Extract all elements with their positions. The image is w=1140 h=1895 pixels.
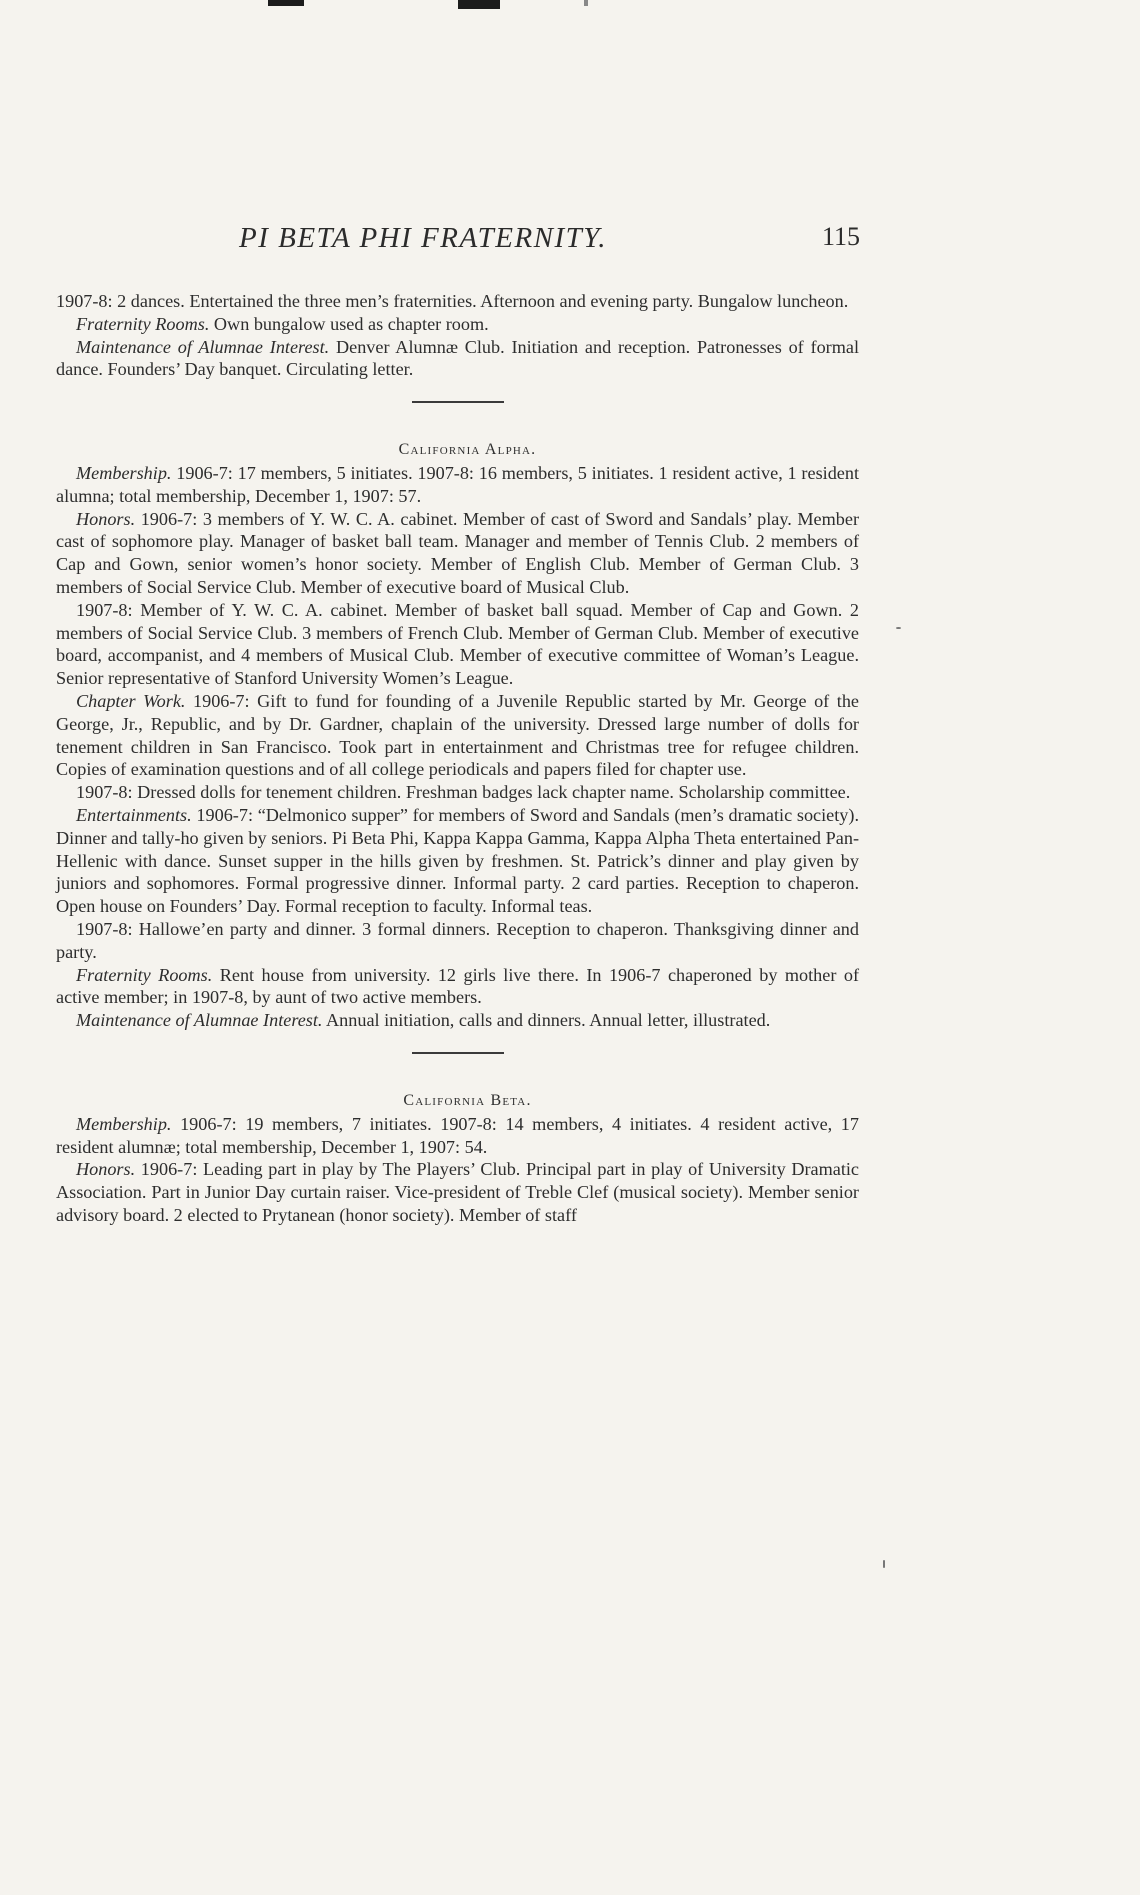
- paragraph-text: 1906-7: 19 members, 7 initiates. 1907-8: 14 members, 4 initiates. 4 resident active, 17 resident alumnæ; total membership, December 1, 1907: 54.: [56, 1113, 859, 1157]
- chapter-work-paragraph-1907-8: 1907-8: Dressed dolls for tenement children. Freshman badges lack chapter name. Scholarship committee.: [76, 782, 851, 803]
- entry-label: Membership.: [76, 1113, 172, 1134]
- chapter-work-paragraph: [56, 690, 859, 781]
- paragraph-text: 1906-7: 17 members, 5 initiates. 1907-8: 16 members, 5 initiates. 1 resident active, 1 resident alumna; total membership, December 1, 1907: 57.: [56, 462, 860, 506]
- entry-label: Maintenance of Alumnae Interest.: [76, 1010, 323, 1031]
- honors-paragraph: [56, 1158, 859, 1226]
- page-body: [56, 290, 859, 1227]
- fraternity-rooms-paragraph: [56, 964, 859, 1010]
- honors-paragraph-1907-8: 1907-8: Member of Y. W. C. A. cabinet. Member of basket ball squad. Member of Cap and Gown. 2 members of Social Service Club. 3 members of French Club. Member of German Club. Member of executive board, accompanist, and 4 members of Musical Club. Member of executive committee of Woman’s League. Senior representative of Stanford University Women’s League.: [56, 599, 859, 689]
- entry-label: Maintenance of Alumnae Interest.: [76, 336, 330, 357]
- intro-paragraph: [56, 290, 859, 313]
- entry-label: Chapter Work.: [76, 690, 186, 711]
- paragraph-text: Rent house from university. 12 girls live there. In 1906-7 chaperoned by mother of active member; in 1907-8, by aunt of two active members.: [56, 964, 859, 1008]
- membership-paragraph: [56, 1113, 859, 1159]
- entry-label: Honors.: [76, 508, 136, 529]
- section-divider: [412, 401, 504, 403]
- entry-label: Fraternity Rooms.: [76, 313, 210, 334]
- entry-label: Honors.: [76, 1159, 136, 1180]
- entry-label: Fraternity Rooms.: [76, 964, 213, 985]
- honors-paragraph: [56, 508, 859, 599]
- section-heading-california-beta: California Beta.: [403, 1091, 532, 1109]
- paragraph-text: 1906-7: 3 members of Y. W. C. A. cabinet. Member of cast of Sword and Sandals’ play. Member cast of sophomore play. Manager of basket ball team. Manager and member of Tennis Club. 2 members of Cap and Gown, senior women’s honor society. Member of English Club. Member of German Club. 3 members of Social Service Club. Member of executive board of Musical Club.: [56, 508, 860, 597]
- paragraph-text: 1906-7: Gift to fund for founding of a Juvenile Republic started by Mr. George of the George, Jr., Republic, and by Dr. Gardner, chaplain of the university. Dressed large number of dolls for tenement children in San Francisco. Took part in entertainment and Christmas tree for refugee children. Copies of examination questions and of all college periodicals and papers filed for chapter use.: [56, 690, 859, 780]
- alumnae-interest-paragraph: [56, 1009, 859, 1032]
- scan-artifact: [584, 0, 588, 6]
- paragraph-text: 1906-7: Leading part in play by The Players’ Club. Principal part in play of University Dramatic Association. Part in Junior Day curtain raiser. Vice-president of Treble Clef (musical society). Member senior advisory board. 2 elected to Prytanean (honor society). Member of staff: [56, 1159, 859, 1225]
- intro-paragraph: [56, 313, 859, 336]
- paragraph-text: 1906-7: “Delmonico supper” for members of Sword and Sandals (men’s dramatic society). Dinner and tally-ho given by seniors. Pi Beta Phi, Kappa Kappa Gamma, Kappa Alpha Theta entertained Pan-Hellenic with dance. Sunset supper in the hills given by freshmen. St. Patrick’s dinner and play given by juniors and sophomores. Formal progressive dinner. Informal party. 2 card parties. Reception to chaperon. Open house on Founders’ Day. Formal reception to faculty. Informal teas.: [56, 804, 860, 917]
- membership-paragraph: [56, 462, 859, 508]
- section-heading-california-alpha: California Alpha.: [398, 441, 537, 459]
- intro-paragraph: [56, 336, 859, 382]
- running-header: [56, 222, 860, 262]
- section-divider: [412, 1052, 504, 1054]
- entertainments-paragraph: [56, 804, 859, 918]
- paragraph-text: 2 dances. Entertained the three men’s fraternities. Afternoon and evening party. Bungalow luncheon.: [117, 291, 849, 311]
- paragraph-text: Denver Alumnæ Club. Initiation and reception. Patronesses of formal dance. Founders’ Day banquet. Circulating letter.: [56, 336, 860, 380]
- year-label: 1907-8:: [56, 291, 113, 311]
- entertainments-paragraph-1907-8: 1907-8: Hallowe’en party and dinner. 3 formal dinners. Reception to chaperon. Thanksgiving dinner and party.: [56, 918, 859, 962]
- paragraph-text: Annual initiation, calls and dinners. Annual letter, illustrated.: [326, 1010, 771, 1031]
- scan-speck: [883, 1560, 885, 1568]
- scan-speck: [896, 627, 901, 629]
- paragraph-text: Own bungalow used as chapter room.: [213, 313, 489, 334]
- scan-artifact: [458, 0, 500, 9]
- entry-label: Entertainments.: [76, 804, 192, 825]
- page-number: 115: [821, 222, 860, 251]
- running-title: PI BETA PHI FRATERNITY.: [239, 222, 607, 254]
- scan-artifact: [268, 0, 304, 6]
- entry-label: Membership.: [76, 462, 172, 483]
